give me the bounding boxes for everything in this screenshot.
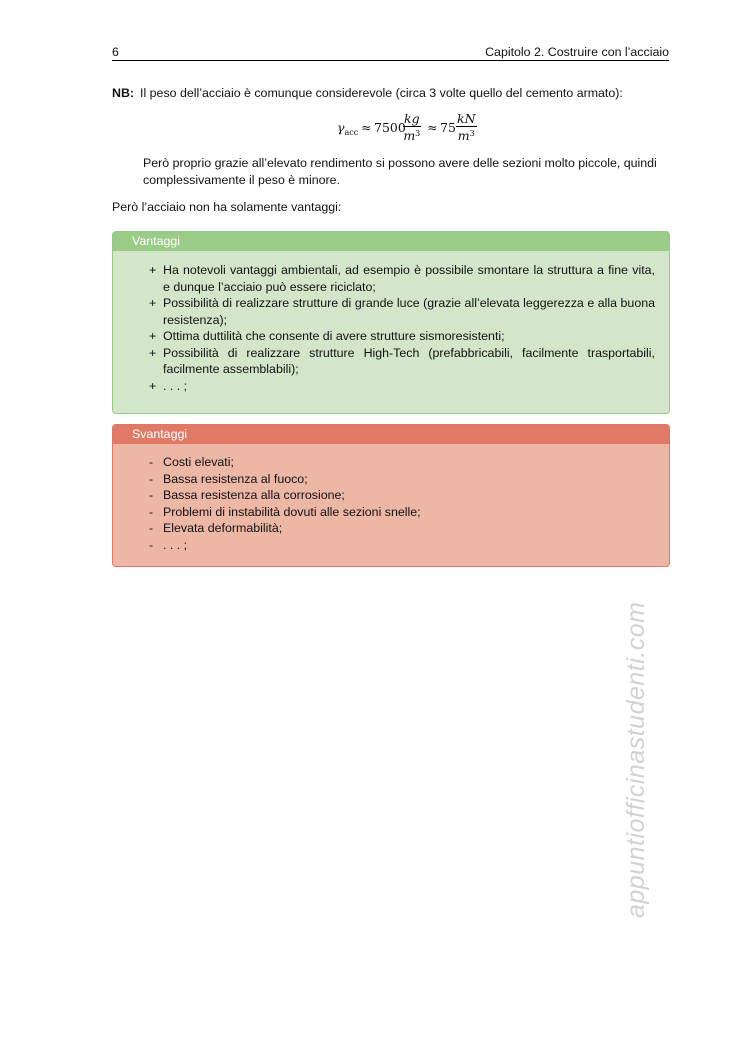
nb-text: Il peso dell’acciaio è comunque considerevole (circa 3 volte quello del cemento armato): [140, 86, 623, 100]
svantaggi-title: Svantaggi [113, 425, 669, 444]
formula-fraction-1 [403, 112, 421, 143]
formula-gamma: $\gamma_{acc}$ [337, 120, 359, 137]
formula-approx-1: ≈ [361, 120, 372, 135]
formula-approx-2: ≈ [427, 120, 438, 135]
chapter-title: Capitolo 2. Costruire con l’acciaio [485, 45, 669, 59]
list-item: + Ha notevoli vantaggi ambientali, ad esempio è possibile smontare la struttura a fine vita, e dunque l’acciaio può essere riciclato; [149, 263, 655, 294]
paragraph-intro-vantaggi: Però l’acciaio non ha solamente vantaggi: [112, 200, 342, 214]
watermark: appuntiofficinastudenti.com [622, 601, 650, 918]
paragraph-rendimento: Però proprio grazie all’elevato rendimento si possono avere delle sezioni molto piccole, quindi complessivamente il peso è minore. [143, 156, 657, 187]
fraction-2-denominator: $m^3$ [457, 128, 475, 143]
fraction-2-numerator: kN [457, 111, 476, 126]
svantaggi-list [149, 454, 655, 553]
list-item: - Costi elevati; [149, 455, 234, 469]
formula-subscript: acc [344, 128, 359, 137]
fraction-1-denominator: $m^3$ [403, 128, 421, 143]
formula-value-2: 75 [440, 120, 456, 135]
list-item: + Possibilità di realizzare strutture High-Tech (prefabbricabili, facilmente trasportabili, facilmente assemblabili); [149, 345, 655, 376]
list-item: + . . . ; [149, 378, 188, 393]
list-item: + Ottima duttilità che consente di avere strutture sismoresistenti; [149, 329, 505, 343]
formula-value-1: 7500 [374, 120, 406, 135]
list-item: - Elevata deformabilità; [149, 521, 283, 535]
vantaggi-list [149, 262, 655, 394]
vantaggi-box [112, 231, 670, 414]
page-number: 6 [112, 45, 119, 59]
page-header [112, 44, 669, 61]
nb-label: NB: [112, 86, 135, 100]
svantaggi-box [112, 424, 670, 567]
list-item: + Possibilità di realizzare strutture di grande luce (grazie all’elevata leggerezza e alla buona resistenza); [149, 296, 655, 327]
list-item: - . . . ; [149, 537, 188, 552]
nb-paragraph [112, 85, 669, 102]
vantaggi-title: Vantaggi [113, 232, 669, 251]
list-item: - Problemi di instabilità dovuti alle sezioni snelle; [149, 504, 421, 519]
list-item: - Bassa resistenza al fuoco; [149, 471, 308, 486]
formula-fraction-2 [456, 112, 477, 143]
fraction-1-numerator: kg [404, 111, 420, 126]
weight-formula [330, 112, 480, 142]
list-item: - Bassa resistenza alla corrosione; [149, 488, 345, 502]
